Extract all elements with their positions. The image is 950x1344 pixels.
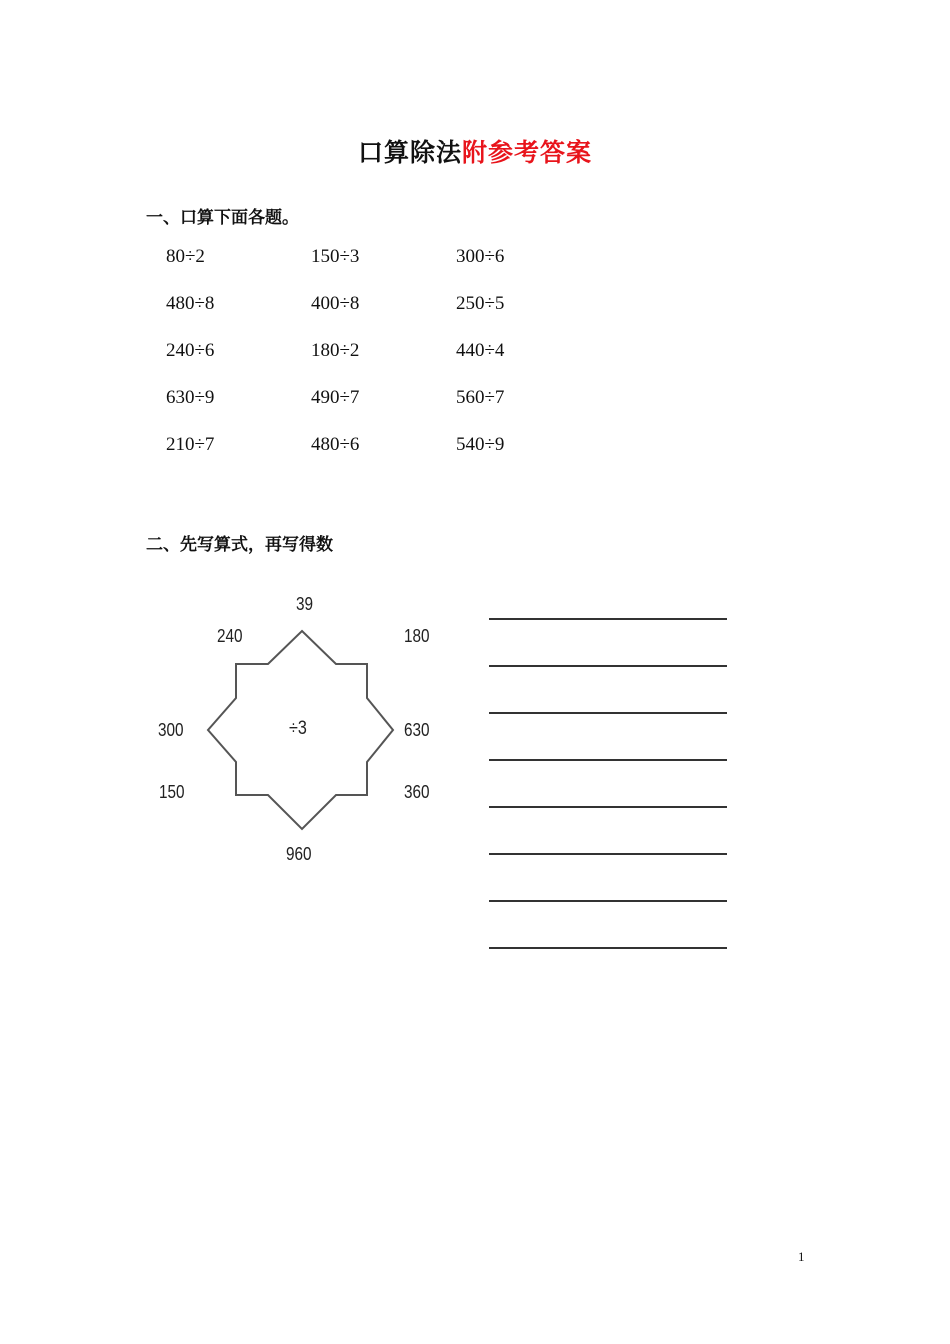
answer-line[interactable] xyxy=(489,665,727,712)
diagram-number-bottom-left: 150 xyxy=(159,782,185,802)
section-2-heading: 二、先写算式，再写得数 xyxy=(146,535,333,555)
problem-row xyxy=(166,244,606,291)
problem: 300÷6 xyxy=(456,246,505,267)
diagram-number-top: 39 xyxy=(296,594,314,614)
title-main: 口算除法 xyxy=(357,138,462,167)
problem: 540÷9 xyxy=(456,434,505,455)
problem-row xyxy=(166,385,606,432)
problem: 560÷7 xyxy=(456,387,505,408)
page-number: 1 xyxy=(798,1249,805,1264)
diagram-number-left: 300 xyxy=(158,720,184,740)
problem-row xyxy=(166,432,606,479)
diagram-center-operation: ÷3 xyxy=(289,718,307,739)
problem: 480÷8 xyxy=(166,293,215,314)
title-highlight: 附参考答案 xyxy=(462,138,593,167)
problem: 630÷9 xyxy=(166,387,215,408)
problem-row xyxy=(166,291,606,338)
diagram-number-top-right: 180 xyxy=(404,626,430,646)
page-title xyxy=(0,133,950,169)
problem: 210÷7 xyxy=(166,434,215,455)
answer-line[interactable] xyxy=(489,947,727,949)
answer-line[interactable] xyxy=(489,806,727,853)
answer-line[interactable] xyxy=(489,712,727,759)
problem: 80÷2 xyxy=(166,246,205,267)
diagram-number-bottom: 960 xyxy=(286,844,312,864)
diagram-number-top-left: 240 xyxy=(217,626,243,646)
problem: 440÷4 xyxy=(456,340,505,361)
answer-line[interactable] xyxy=(489,900,727,947)
answer-line[interactable] xyxy=(489,759,727,806)
answer-lines xyxy=(489,618,727,949)
star-diagram xyxy=(150,588,450,878)
problem: 480÷6 xyxy=(311,434,360,455)
problem: 490÷7 xyxy=(311,387,360,408)
section-1-heading: 一、口算下面各题。 xyxy=(146,208,299,228)
problem: 150÷3 xyxy=(311,246,360,267)
diagram-number-right: 630 xyxy=(404,720,430,740)
diagram-number-bottom-right: 360 xyxy=(404,782,430,802)
problem: 250÷5 xyxy=(456,293,505,314)
problem: 180÷2 xyxy=(311,340,360,361)
problem-grid xyxy=(166,244,606,479)
answer-line[interactable] xyxy=(489,618,727,665)
problem: 400÷8 xyxy=(311,293,360,314)
problem-row xyxy=(166,338,606,385)
problem: 240÷6 xyxy=(166,340,215,361)
answer-line[interactable] xyxy=(489,853,727,900)
